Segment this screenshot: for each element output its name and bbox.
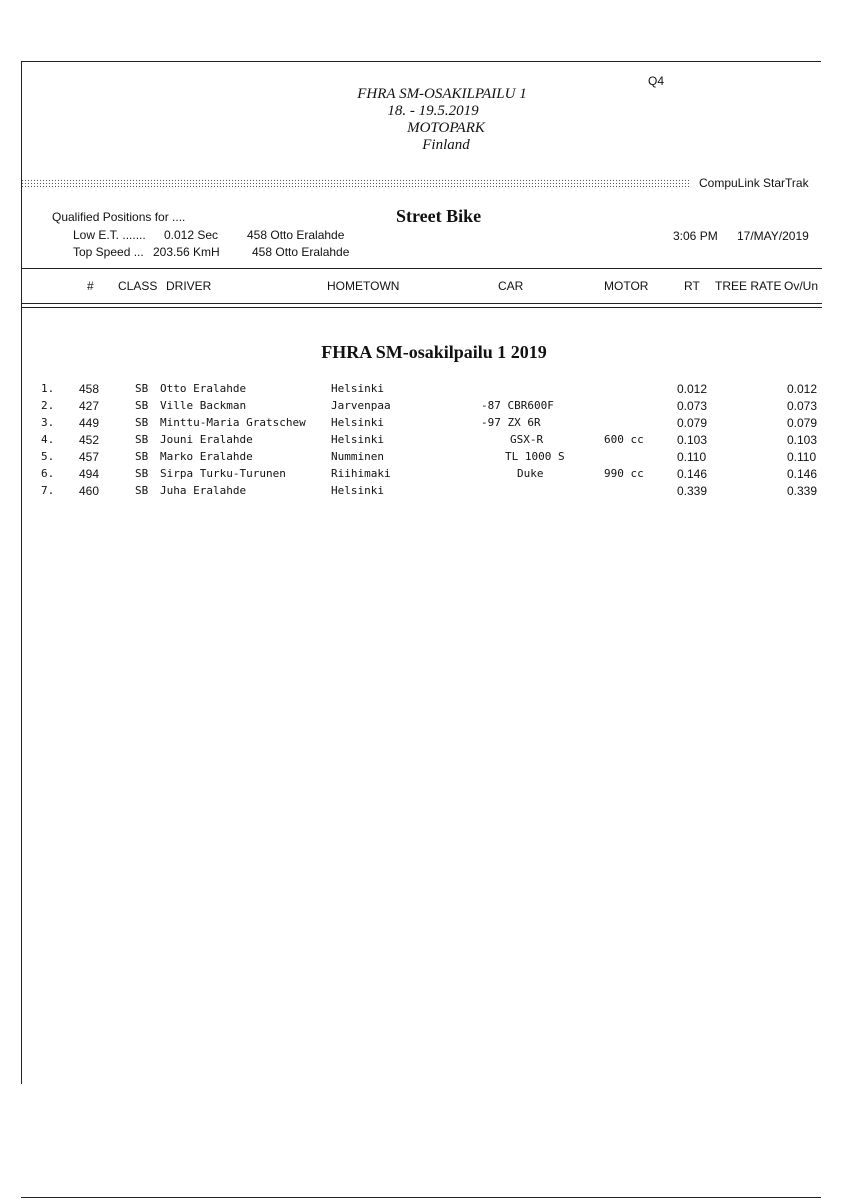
row-motor: 600 cc bbox=[604, 433, 644, 446]
table-row bbox=[0, 467, 848, 484]
col-class: CLASS bbox=[118, 279, 158, 293]
low-et-label: Low E.T. ....... bbox=[73, 228, 146, 242]
col-hometown: HOMETOWN bbox=[327, 279, 400, 293]
row-car: Duke bbox=[517, 467, 544, 480]
col-car: CAR bbox=[498, 279, 524, 293]
top-speed-holder: 458 Otto Eralahde bbox=[252, 245, 350, 259]
row-number: 458 bbox=[79, 382, 100, 396]
top-speed-label: Top Speed ... bbox=[73, 245, 144, 259]
report-date: 17/MAY/2019 bbox=[737, 229, 809, 243]
row-driver: Marko Eralahde bbox=[160, 450, 253, 463]
row-number: 449 bbox=[79, 416, 100, 430]
top-border-line bbox=[21, 61, 821, 62]
qualified-heading: Qualified Positions for .... bbox=[52, 210, 186, 224]
row-number: 494 bbox=[79, 467, 100, 481]
row-ov-un: 0.103 bbox=[787, 433, 818, 447]
row-position: 4. bbox=[41, 433, 55, 446]
event-country: Finland bbox=[422, 137, 470, 153]
col-num: # bbox=[87, 279, 94, 293]
row-position: 2. bbox=[41, 399, 55, 412]
row-driver: Juha Eralahde bbox=[160, 484, 247, 497]
row-rt: 0.339 bbox=[677, 484, 708, 498]
header-rule-bottom-1 bbox=[21, 303, 822, 304]
row-position: 1. bbox=[41, 382, 55, 395]
table-row bbox=[0, 433, 848, 450]
row-hometown: Helsinki bbox=[331, 382, 384, 395]
dotted-separator bbox=[21, 179, 691, 187]
left-border-line bbox=[21, 61, 22, 1084]
table-row bbox=[0, 450, 848, 467]
row-car: -87 CBR600F bbox=[481, 399, 554, 412]
row-hometown: Jarvenpaa bbox=[331, 399, 391, 412]
row-class: SB bbox=[135, 399, 149, 412]
row-rt: 0.079 bbox=[677, 416, 708, 430]
header-rule-top bbox=[21, 268, 822, 269]
row-hometown: Helsinki bbox=[331, 416, 384, 429]
row-hometown: Numminen bbox=[331, 450, 384, 463]
row-position: 7. bbox=[41, 484, 55, 497]
row-rt: 0.012 bbox=[677, 382, 708, 396]
event-title: FHRA SM-OSAKILPAILU 1 bbox=[357, 86, 527, 102]
row-rt: 0.073 bbox=[677, 399, 708, 413]
report-time: 3:06 PM bbox=[673, 229, 718, 243]
header-rule-bottom-2 bbox=[21, 307, 822, 308]
row-driver: Minttu-Maria Gratschew bbox=[160, 416, 306, 429]
row-number: 457 bbox=[79, 450, 100, 464]
row-driver: Otto Eralahde bbox=[160, 382, 247, 395]
event-dates: 18. - 19.5.2019 bbox=[387, 103, 479, 119]
row-number: 452 bbox=[79, 433, 100, 447]
row-ov-un: 0.110 bbox=[787, 450, 817, 464]
row-number: 460 bbox=[79, 484, 100, 498]
row-class: SB bbox=[135, 484, 149, 497]
row-ov-un: 0.012 bbox=[787, 382, 818, 396]
row-position: 5. bbox=[41, 450, 55, 463]
row-rt: 0.110 bbox=[677, 450, 707, 464]
row-car: GSX-R bbox=[510, 433, 544, 446]
row-class: SB bbox=[135, 416, 149, 429]
row-ov-un: 0.146 bbox=[787, 467, 818, 481]
table-row bbox=[0, 484, 848, 501]
page-code: Q4 bbox=[648, 74, 665, 88]
row-number: 427 bbox=[79, 399, 100, 413]
table-row bbox=[0, 399, 848, 416]
row-class: SB bbox=[135, 467, 149, 480]
row-class: SB bbox=[135, 433, 149, 446]
class-title: Street Bike bbox=[396, 206, 482, 226]
low-et-value: 0.012 Sec bbox=[164, 228, 219, 242]
row-hometown: Helsinki bbox=[331, 433, 384, 446]
bottom-border-line bbox=[21, 1197, 821, 1198]
row-motor: 990 cc bbox=[604, 467, 644, 480]
row-position: 3. bbox=[41, 416, 55, 429]
table-row bbox=[0, 416, 848, 433]
row-ov-un: 0.339 bbox=[787, 484, 818, 498]
row-driver: Jouni Eralahde bbox=[160, 433, 253, 446]
low-et-holder: 458 Otto Eralahde bbox=[247, 228, 345, 242]
row-class: SB bbox=[135, 450, 149, 463]
row-car: TL 1000 S bbox=[505, 450, 565, 463]
row-driver: Sirpa Turku-Turunen bbox=[160, 467, 286, 480]
col-driver: DRIVER bbox=[166, 279, 212, 293]
row-hometown: Riihimaki bbox=[331, 467, 391, 480]
col-motor: MOTOR bbox=[604, 279, 649, 293]
row-rt: 0.103 bbox=[677, 433, 708, 447]
col-rt: RT bbox=[684, 279, 700, 293]
row-ov-un: 0.079 bbox=[787, 416, 818, 430]
top-speed-value: 203.56 KmH bbox=[153, 245, 220, 259]
row-driver: Ville Backman bbox=[160, 399, 247, 412]
row-car: -97 ZX 6R bbox=[481, 416, 541, 429]
row-hometown: Helsinki bbox=[331, 484, 384, 497]
table-row bbox=[0, 382, 848, 399]
col-tree-rate: TREE RATE bbox=[715, 279, 782, 293]
row-position: 6. bbox=[41, 467, 55, 480]
vendor-label: CompuLink StarTrak bbox=[699, 176, 809, 190]
row-ov-un: 0.073 bbox=[787, 399, 818, 413]
col-ov-un: Ov/Un bbox=[784, 279, 819, 293]
row-class: SB bbox=[135, 382, 149, 395]
event-venue: MOTOPARK bbox=[407, 120, 485, 136]
row-rt: 0.146 bbox=[677, 467, 708, 481]
section-title: FHRA SM-osakilpailu 1 2019 bbox=[321, 342, 547, 362]
